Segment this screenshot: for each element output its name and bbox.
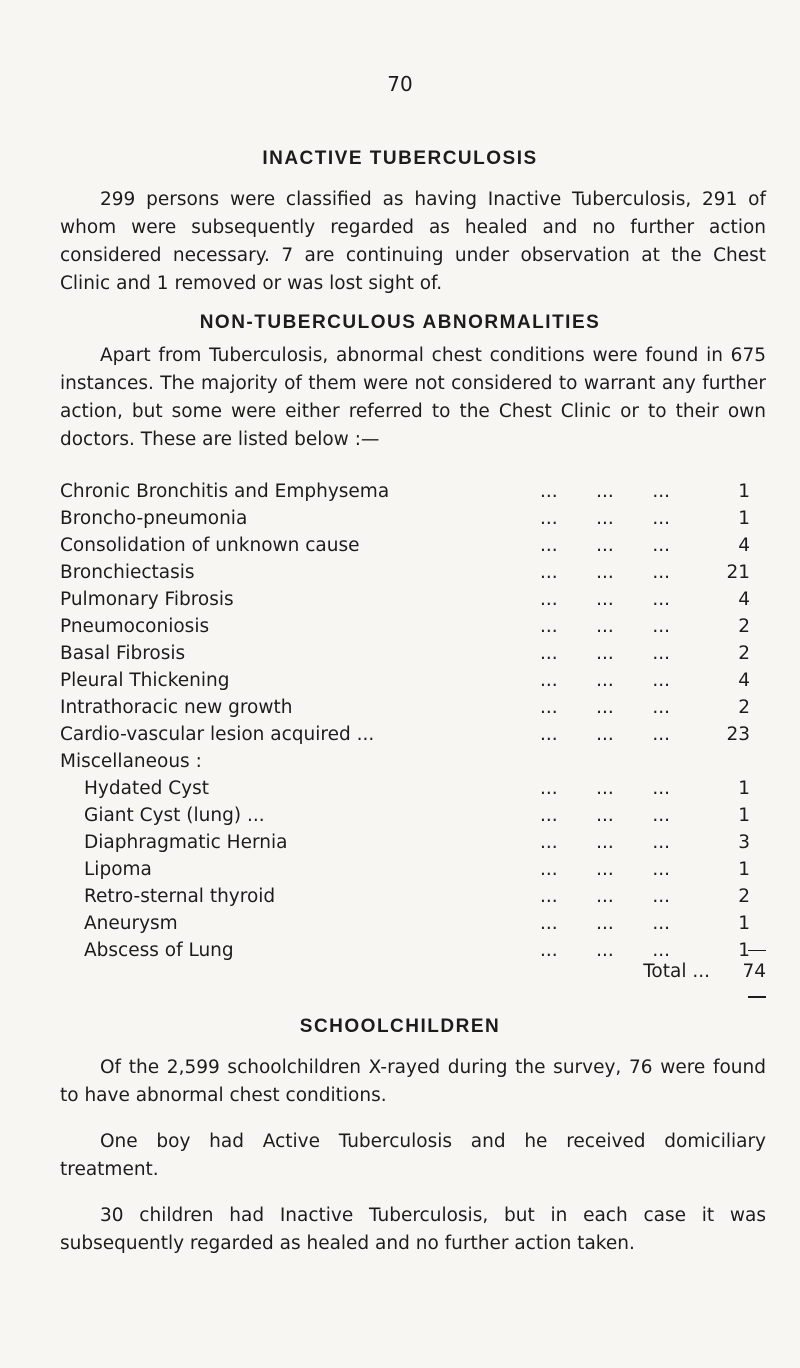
heading-non-tuberculous: NON-TUBERCULOUS ABNORMALITIES (199, 312, 601, 333)
row-value: 2 (738, 643, 750, 664)
table-row (60, 667, 750, 694)
paragraph-schoolchildren-2: One boy had Active Tuberculosis and he received domiciliary treatment. (60, 1131, 766, 1180)
misc-heading-row (60, 748, 750, 775)
misc-label: Miscellaneous : (60, 751, 202, 772)
row-label: Diaphragmatic Hernia (84, 832, 288, 853)
table-row (60, 694, 750, 721)
table-row (60, 559, 750, 586)
total-row (560, 958, 766, 986)
heading-schoolchildren: SCHOOLCHILDREN (299, 1016, 501, 1037)
row-value: 2 (738, 697, 750, 718)
table-row (60, 532, 750, 559)
table-row (60, 586, 750, 613)
leader-dots: ... ... ... (540, 508, 670, 529)
row-value: 4 (738, 589, 750, 610)
leader-dots: ... ... ... (540, 805, 670, 826)
row-label: Retro-sternal thyroid (84, 886, 276, 907)
row-value: 4 (738, 670, 750, 691)
leader-dots: ... ... ... (540, 859, 670, 880)
leader-dots: ... ... ... (540, 724, 670, 745)
table-row (60, 613, 750, 640)
row-label: Cardio-vascular lesion acquired ... (60, 724, 375, 745)
row-value: 1 (738, 805, 750, 826)
total-rule-top (748, 950, 766, 951)
table-row (60, 829, 750, 856)
row-value: 2 (738, 886, 750, 907)
row-value: 1 (738, 778, 750, 799)
row-value: 1 (738, 940, 750, 961)
leader-dots: ... ... ... (540, 697, 670, 718)
paragraph-schoolchildren-1: Of the 2,599 schoolchildren X-rayed during the survey, 76 were found to have abnormal chest conditions. (60, 1057, 766, 1106)
paragraph-inactive-tuberculosis: 299 persons were classified as having Inactive Tuberculosis, 291 of whom were subsequently regarded as healed and no further action considered necessary. 7 are continuing under observation at the Chest Clinic and 1 removed or was lost sight of. (60, 189, 766, 294)
row-label: Pleural Thickening (60, 670, 230, 691)
row-value: 1 (738, 481, 750, 502)
table-row (60, 802, 750, 829)
leader-dots: ... ... ... (540, 670, 670, 691)
row-label: Giant Cyst (lung) ... (84, 805, 265, 826)
table-row (60, 505, 750, 532)
abnormalities-table (60, 478, 750, 964)
table-row (60, 883, 750, 910)
leader-dots: ... ... ... (540, 616, 670, 637)
leader-dots: ... ... ... (540, 832, 670, 853)
row-label: Basal Fibrosis (60, 643, 186, 664)
row-label: Pneumoconiosis (60, 616, 210, 637)
leader-dots: ... ... ... (540, 535, 670, 556)
row-label: Abscess of Lung (84, 940, 234, 961)
paragraph-non-tuberculous: Apart from Tuberculosis, abnormal chest conditions were found in 675 instances. The majority of them were not considered to warrant any further action, but some were either referred to the Chest Clinic or to their own doctors. These are listed below :— (60, 345, 766, 450)
row-label: Aneurysm (84, 913, 178, 934)
leader-dots: ... ... ... (540, 643, 670, 664)
leader-dots: ... ... ... (540, 481, 670, 502)
table-row (60, 721, 750, 748)
row-label: Bronchiectasis (60, 562, 195, 583)
row-label: Pulmonary Fibrosis (60, 589, 234, 610)
leader-dots: ... ... ... (540, 778, 670, 799)
table-row (60, 910, 750, 937)
leader-dots: ... ... ... (540, 589, 670, 610)
row-value: 1 (738, 913, 750, 934)
row-label: Intrathoracic new growth (60, 697, 293, 718)
page-number: 70 (387, 72, 413, 96)
row-value: 1 (738, 859, 750, 880)
row-value: 4 (738, 535, 750, 556)
total-label: Total ... (643, 961, 710, 982)
table-row (60, 478, 750, 505)
row-value: 1 (738, 508, 750, 529)
row-value: 21 (726, 562, 750, 583)
row-value: 3 (738, 832, 750, 853)
leader-dots: ... ... ... (540, 562, 670, 583)
paragraph-schoolchildren-3: 30 children had Inactive Tuberculosis, but in each case it was subsequently regarded as healed and no further action taken. (60, 1205, 766, 1254)
row-label: Lipoma (84, 859, 152, 880)
row-label: Consolidation of unknown cause (60, 535, 360, 556)
heading-inactive-tuberculosis: INACTIVE TUBERCULOSIS (262, 148, 538, 169)
table-row (60, 856, 750, 883)
row-value: 23 (726, 724, 750, 745)
table-row (60, 640, 750, 667)
total-rule-bottom (748, 996, 766, 998)
table-row (60, 775, 750, 802)
row-label: Broncho-pneumonia (60, 508, 248, 529)
row-label: Chronic Bronchitis and Emphysema (60, 481, 390, 502)
leader-dots: ... ... ... (540, 886, 670, 907)
total-value: 74 (742, 961, 766, 982)
row-label: Hydated Cyst (84, 778, 209, 799)
row-value: 2 (738, 616, 750, 637)
leader-dots: ... ... ... (540, 940, 670, 961)
leader-dots: ... ... ... (540, 913, 670, 934)
